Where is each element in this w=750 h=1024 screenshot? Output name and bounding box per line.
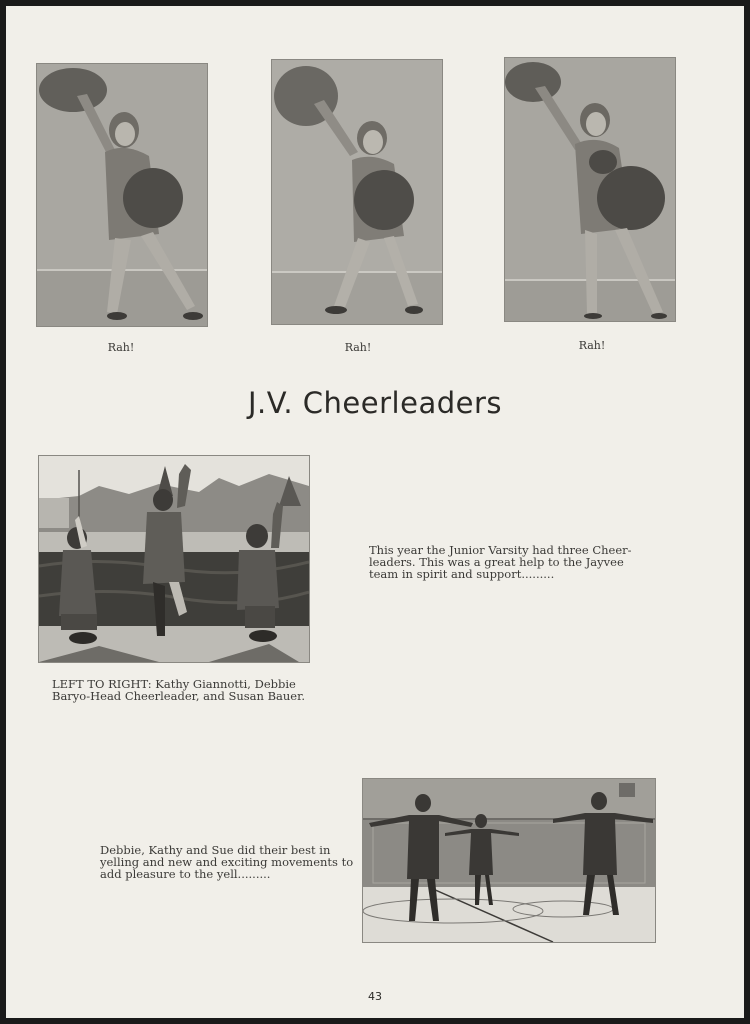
- intro-line-3: team in spirit and support.........: [369, 567, 555, 581]
- cheerleader-photo-3: [504, 57, 676, 322]
- photo-3-caption: Rah!: [578, 339, 606, 352]
- intro-line-1: This year the Junior Varsity had three Cheer-: [369, 543, 632, 557]
- gym-line-3: add pleasure to the yell.........: [100, 867, 271, 881]
- page-number: 43: [368, 990, 382, 1003]
- cheerleader-photo-2: [271, 59, 443, 325]
- photo-1-caption: Rah!: [107, 341, 135, 354]
- gym-line-1: Debbie, Kathy and Sue did their best in: [100, 843, 331, 857]
- page-title: J.V. Cheerleaders: [248, 386, 502, 420]
- intro-paragraph: [369, 544, 632, 580]
- gym-photo: [362, 778, 656, 943]
- photo-2-caption: Rah!: [344, 341, 372, 354]
- group-caption-line-2: Baryo-Head Cheerleader, and Susan Bauer.: [52, 689, 305, 703]
- group-caption-line-1: LEFT TO RIGHT: Kathy Giannotti, Debbie: [52, 677, 296, 691]
- group-caption: [52, 678, 305, 702]
- gym-paragraph: [100, 844, 353, 880]
- cheerleader-photo-1: [36, 63, 208, 327]
- group-photo-outdoor: [38, 455, 310, 663]
- gym-line-2: yelling and new and exciting movements to: [100, 855, 354, 869]
- intro-line-2: leaders. This was a great help to the Jayvee: [369, 555, 624, 569]
- yearbook-page: [6, 6, 744, 1018]
